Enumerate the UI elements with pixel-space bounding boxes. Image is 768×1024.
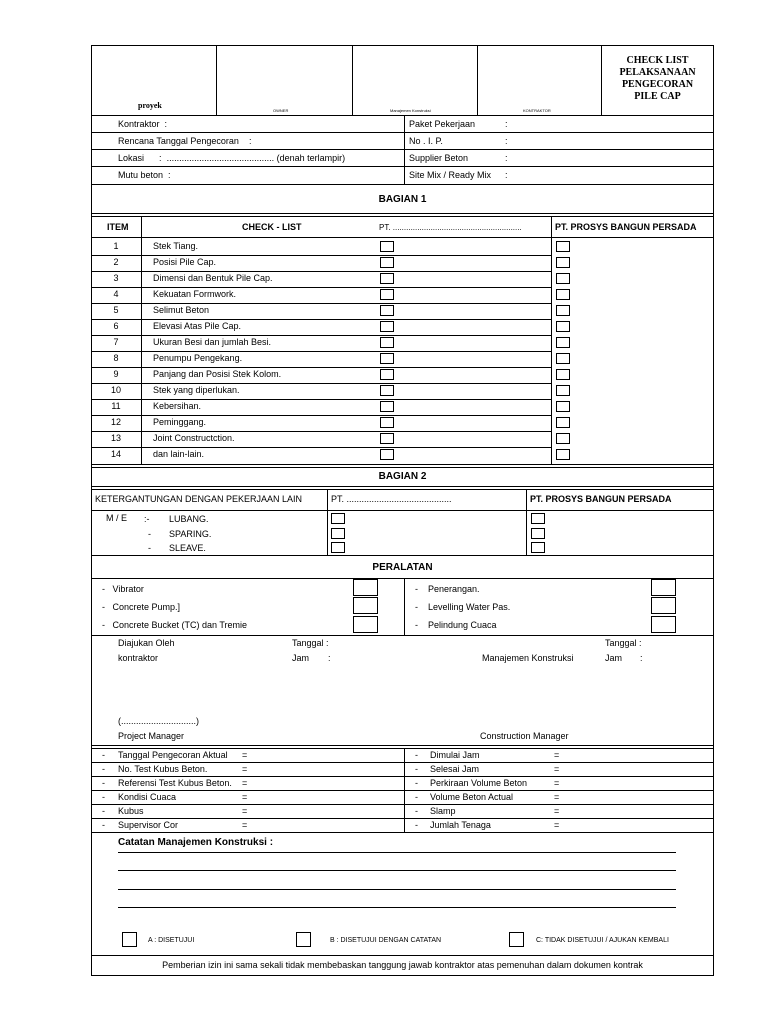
me-item: SLEAVE. (169, 543, 206, 553)
info-mutu (118, 171, 171, 180)
checklist-row-line (91, 271, 551, 272)
info-label: Mutu beton (118, 170, 164, 180)
jam-label: Jam (292, 653, 310, 663)
kontraktor-label: kontraktor (118, 653, 159, 663)
detail-label: Jumlah Tenaga (430, 820, 491, 830)
table-header-line (91, 510, 714, 511)
equip-checkbox[interactable] (353, 597, 378, 614)
checklist-checkbox-prosys[interactable] (556, 337, 570, 348)
me-prefix: - (148, 529, 151, 539)
checklist-item-number: 6 (113, 321, 119, 331)
detail-label: Kondisi Cuaca (118, 792, 177, 802)
equip-checkbox[interactable] (651, 597, 676, 614)
detail-eq: = (242, 792, 248, 802)
equip-left: - Vibrator (102, 584, 144, 594)
checklist-row-line (91, 319, 551, 320)
me-checkbox-pt[interactable] (331, 528, 345, 539)
checklist-item-text: Selimut Beton (153, 305, 210, 315)
detail-label: Kubus (118, 806, 144, 816)
equip-label: Penerangan. (428, 584, 480, 594)
info-label: No . I. P. (409, 136, 443, 146)
checklist-row-line (91, 431, 551, 432)
col-divider (551, 216, 552, 464)
checklist-item-text: Ukuran Besi dan jumlah Besi. (153, 337, 272, 347)
pm-label: Project Manager (118, 731, 185, 741)
detail-label: Selesai Jam (430, 764, 480, 774)
detail-label: Tanggal Pengecoran Aktual (118, 750, 228, 760)
detail-bullet: - (102, 820, 105, 830)
detail-label: Dimulai Jam (430, 750, 480, 760)
equip-label: Levelling Water Pas. (428, 602, 511, 612)
checklist-row-line (91, 303, 551, 304)
info-label: Lokasi (118, 153, 145, 163)
peralatan-title: PERALATAN (372, 562, 433, 573)
detail-label: Referensi Test Kubus Beton. (118, 778, 232, 788)
notes-line[interactable] (118, 852, 676, 853)
checklist-row-line (91, 383, 551, 384)
col-checklist: CHECK - LIST (242, 222, 302, 232)
checklist-item-text: Peminggang. (153, 417, 207, 427)
footer-disclaimer: Pemberian izin ini sama sekali tidak membebaskan tanggung jawab kontraktor atas pemenuhan dalam dokumen kontrak (162, 960, 643, 970)
mk-sign-label: Manajemen Konstruksi (482, 653, 574, 663)
mk-label: Manajemen Konstruksi (390, 108, 431, 113)
form-title (601, 55, 714, 103)
checklist-checkbox-prosys[interactable] (556, 241, 570, 252)
detail-bullet: - (102, 792, 105, 802)
me-checkbox-prosys[interactable] (531, 513, 545, 524)
equip-label: Vibrator (112, 584, 144, 594)
section-line (91, 748, 714, 749)
checklist-checkbox-pt[interactable] (380, 401, 394, 412)
detail-eq: = (554, 764, 560, 774)
tanggal-right-label: Tanggal : (605, 638, 642, 648)
checklist-item-text: Stek Tiang. (153, 241, 199, 251)
checklist-item-number: 8 (113, 353, 119, 363)
checklist-item-number: 9 (113, 369, 119, 379)
checklist-checkbox-prosys[interactable] (556, 305, 570, 316)
detail-eq: = (554, 750, 560, 760)
checklist-checkbox-pt[interactable] (380, 449, 394, 460)
col-divider (404, 578, 405, 635)
info-sep: : (505, 153, 508, 163)
equip-label: Pelindung Cuaca (428, 620, 497, 630)
equip-right: - Pelindung Cuaca (415, 620, 497, 630)
equip-right: - Penerangan. (415, 584, 480, 594)
detail-eq: = (242, 806, 248, 816)
equip-right: - Levelling Water Pas. (415, 602, 511, 612)
col-prosys2: PT. PROSYS BANGUN PERSADA (530, 494, 672, 504)
detail-bullet: - (415, 750, 418, 760)
section-line (91, 955, 714, 956)
detail-bullet: - (415, 792, 418, 802)
checklist-row-line (91, 447, 551, 448)
equip-checkbox[interactable] (353, 579, 378, 596)
jam-right-label: Jam (605, 653, 623, 663)
info-line (91, 166, 714, 167)
project-label: proyek (138, 101, 162, 110)
info-label: Kontraktor (118, 119, 160, 129)
detail-bullet: - (415, 764, 418, 774)
cm-label: Construction Manager (480, 731, 569, 741)
checklist-item-number: 2 (113, 257, 119, 267)
equip-label: Concrete Pump.] (112, 602, 181, 612)
checklist-row-line (91, 287, 551, 288)
checklist-item-text: Elevasi Atas Pile Cap. (153, 321, 242, 331)
detail-eq: = (554, 778, 560, 788)
checklist-item-number: 1 (113, 241, 119, 251)
checklist-checkbox-prosys[interactable] (556, 321, 570, 332)
section-line (91, 216, 714, 217)
detail-bullet: - (102, 764, 105, 774)
notes-line[interactable] (118, 907, 676, 908)
checklist-checkbox-pt[interactable] (380, 257, 394, 268)
detail-label: Slamp (430, 806, 456, 816)
section-line (91, 832, 714, 833)
checklist-checkbox-pt[interactable] (380, 273, 394, 284)
info-paket (409, 120, 475, 129)
section-line (91, 635, 714, 636)
section-line (91, 486, 714, 487)
approval-a-label: A : DISETUJUI (148, 937, 195, 944)
checklist-item-text: Penumpu Pengekang. (153, 353, 243, 363)
contractor-label: KONTRAKTOR (523, 108, 551, 113)
info-label: Rencana Tanggal Pengecoran (118, 136, 239, 146)
col-divider (327, 489, 328, 555)
detail-bullet: - (102, 750, 105, 760)
checklist-item-number: 10 (110, 385, 121, 395)
col-pt: PT. .......................................................... (379, 223, 522, 232)
detail-label: Volume Beton Actual (430, 792, 514, 802)
detail-label: Supervisor Cor (118, 820, 179, 830)
info-sep: : (164, 119, 168, 129)
info-sitemix (409, 171, 491, 180)
checklist-item-text: Stek yang diperlukan. (153, 385, 240, 395)
checklist-item-text: dan lain-lain. (153, 449, 205, 459)
section-line (91, 578, 714, 579)
section-line (91, 464, 714, 465)
approval-b-label: B : DISETUJUI DENGAN CATATAN (330, 937, 442, 944)
detail-row-line (91, 804, 714, 805)
me-checkbox-pt[interactable] (331, 513, 345, 524)
detail-eq: = (242, 750, 248, 760)
bagian2-title: BAGIAN 2 (378, 471, 427, 482)
detail-bullet: - (102, 806, 105, 816)
info-sep: : (505, 170, 508, 180)
info-line (91, 184, 714, 185)
title-line: PENGECORAN (621, 79, 694, 90)
col-dependency: KETERGANTUNGAN DENGAN PEKERJAAN LAIN (95, 494, 303, 504)
equip-left: - Concrete Bucket (TC) dan Tremie (102, 620, 248, 630)
notes-line[interactable] (118, 889, 676, 890)
info-value: ........................................... (denah terlampir) (166, 153, 346, 163)
detail-bullet: - (102, 778, 105, 788)
checklist-checkbox-prosys[interactable] (556, 433, 570, 444)
checklist-item-number: 5 (113, 305, 119, 315)
approval-a-checkbox[interactable] (122, 932, 137, 947)
equip-checkbox[interactable] (353, 616, 378, 633)
detail-eq: = (554, 820, 560, 830)
title-line: PELAKSANAAN (619, 67, 696, 78)
detail-bullet: - (415, 778, 418, 788)
detail-label: Perkiraan Volume Beton (430, 778, 528, 788)
me-item: LUBANG. (169, 514, 209, 524)
title-line: PILE CAP (634, 91, 681, 102)
detail-row-line (91, 818, 714, 819)
checklist-checkbox-pt[interactable] (380, 385, 394, 396)
bagian1-title: BAGIAN 1 (378, 194, 427, 205)
detail-row-line (91, 776, 714, 777)
checklist-item-text: Dimensi dan Bentuk Pile Cap. (153, 273, 273, 283)
equip-label: Concrete Bucket (TC) dan Tremie (112, 620, 248, 630)
info-sep: : (505, 136, 508, 146)
info-sep: : (168, 170, 171, 180)
checklist-checkbox-prosys[interactable] (556, 385, 570, 396)
checklist-checkbox-pt[interactable] (380, 353, 394, 364)
diajukan-label: Diajukan Oleh (118, 638, 175, 648)
owner-label: OWNER (273, 108, 289, 113)
checklist-row-line (91, 415, 551, 416)
checklist-item-number: 4 (113, 289, 119, 299)
info-lokasi (118, 154, 345, 163)
col-item: ITEM (107, 222, 129, 232)
checklist-checkbox-pt[interactable] (380, 337, 394, 348)
info-line (91, 132, 714, 133)
equip-left: - Concrete Pump.] (102, 602, 181, 612)
detail-label: No. Test Kubus Beton. (118, 764, 208, 774)
me-label: M / E (106, 513, 128, 523)
checklist-row-line (91, 367, 551, 368)
checklist-row-line (91, 399, 551, 400)
checklist-item-number: 12 (110, 417, 121, 427)
signature-blank: (..............................) (118, 716, 200, 726)
checklist-checkbox-pt[interactable] (380, 241, 394, 252)
header-divider (216, 45, 217, 115)
detail-eq: = (242, 778, 248, 788)
notes-line[interactable] (118, 870, 676, 871)
detail-eq: = (554, 792, 560, 802)
checklist-checkbox-prosys[interactable] (556, 369, 570, 380)
me-checkbox-pt[interactable] (331, 542, 345, 553)
me-checkbox-prosys[interactable] (531, 542, 545, 553)
jam-sep: : (328, 653, 331, 663)
checklist-checkbox-pt[interactable] (380, 417, 394, 428)
checklist-checkbox-pt[interactable] (380, 433, 394, 444)
info-sep: : (248, 136, 252, 146)
section-line (91, 555, 714, 556)
checklist-checkbox-prosys[interactable] (556, 417, 570, 428)
checklist-row-line (91, 351, 551, 352)
section-line (91, 467, 714, 468)
info-sep: : (159, 153, 162, 163)
checklist-item-number: 3 (113, 273, 119, 283)
checklist-item-number: 11 (111, 401, 121, 411)
header-divider (477, 45, 478, 115)
checklist-item-text: Panjang dan Posisi Stek Kolom. (153, 369, 282, 379)
checklist-checkbox-prosys[interactable] (556, 449, 570, 460)
header-bottom-line (91, 115, 714, 116)
info-noip (409, 137, 443, 146)
checklist-checkbox-pt[interactable] (380, 321, 394, 332)
me-checkbox-prosys[interactable] (531, 528, 545, 539)
detail-eq: = (242, 820, 248, 830)
info-label: Site Mix / Ready Mix (409, 170, 492, 180)
checklist-checkbox-pt[interactable] (380, 305, 394, 316)
checklist-row-line (91, 255, 551, 256)
checklist-item-text: Kekuatan Formwork. (153, 289, 237, 299)
col-pt2: PT. .......................................... (331, 494, 452, 504)
col-divider (526, 489, 527, 555)
detail-bullet: - (415, 806, 418, 816)
detail-row-line (91, 762, 714, 763)
checklist-item-text: Kebersihan. (153, 401, 202, 411)
detail-eq: = (242, 764, 248, 774)
checklist-checkbox-prosys[interactable] (556, 257, 570, 268)
notes-title: Catatan Manajemen Konstruksi : (118, 837, 274, 848)
detail-bullet: - (415, 820, 418, 830)
checklist-item-text: Joint Constructction. (153, 433, 235, 443)
info-rencana (118, 137, 251, 146)
checklist-item-text: Posisi Pile Cap. (153, 257, 217, 267)
checklist-checkbox-prosys[interactable] (556, 273, 570, 284)
title-line: CHECK LIST (626, 55, 689, 66)
checklist-item-number: 13 (110, 433, 121, 443)
table-header-line (91, 237, 714, 238)
info-label: Paket Pekerjaan (409, 119, 476, 129)
info-sep: : (505, 119, 508, 129)
checklist-checkbox-pt[interactable] (380, 369, 394, 380)
section-line (91, 489, 714, 490)
info-kontraktor (118, 120, 167, 129)
checklist-checkbox-prosys[interactable] (556, 353, 570, 364)
checklist-checkbox-prosys[interactable] (556, 401, 570, 412)
approval-c-label: C: TIDAK DISETUJUI / AJUKAN KEMBALI (536, 937, 669, 944)
approval-b-checkbox[interactable] (296, 932, 311, 947)
section-line (91, 745, 714, 746)
equip-checkbox[interactable] (651, 579, 676, 596)
approval-c-checkbox[interactable] (509, 932, 524, 947)
checklist-checkbox-pt[interactable] (380, 289, 394, 300)
me-item: SPARING. (169, 529, 212, 539)
checklist-row-line (91, 335, 551, 336)
section-line (91, 213, 714, 214)
info-line (91, 149, 714, 150)
checklist-item-number: 7 (113, 337, 119, 347)
tanggal-label: Tanggal : (292, 638, 329, 648)
equip-checkbox[interactable] (651, 616, 676, 633)
header-divider (352, 45, 353, 115)
info-supplier (409, 154, 468, 163)
detail-row-line (91, 790, 714, 791)
col-divider (141, 216, 142, 464)
me-prefix: - (148, 543, 151, 553)
checklist-item-number: 14 (110, 449, 121, 459)
checklist-checkbox-prosys[interactable] (556, 289, 570, 300)
detail-eq: = (554, 806, 560, 816)
me-prefix: :- (144, 514, 150, 524)
jam-right-sep: : (640, 653, 643, 663)
info-label: Supplier Beton (409, 153, 469, 163)
col-prosys: PT. PROSYS BANGUN PERSADA (555, 222, 697, 232)
